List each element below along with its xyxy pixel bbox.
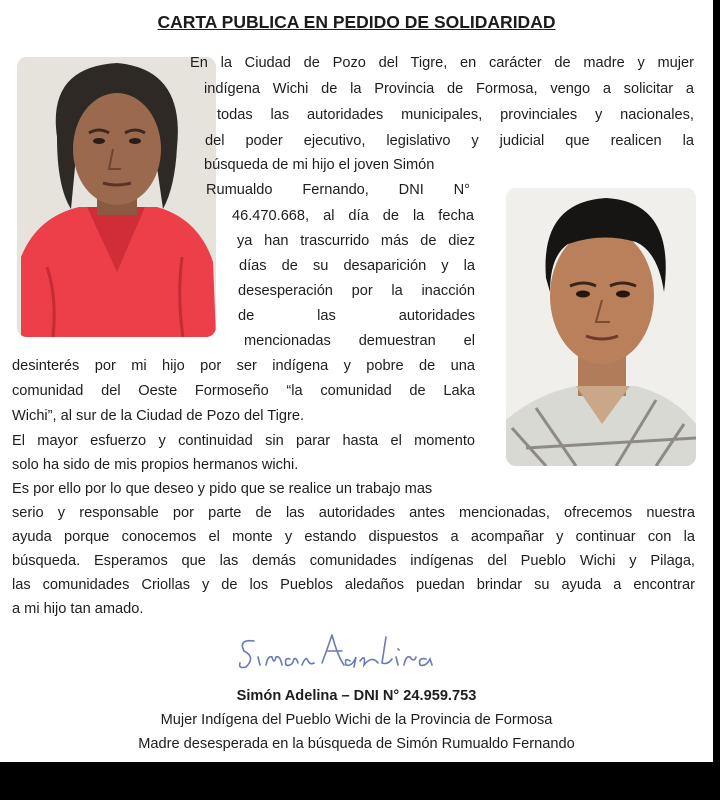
body-line: todas las autoridades municipales, provinciales y nacionales, (217, 107, 694, 123)
body-line: búsqueda de mi hijo el joven Simón (204, 157, 435, 173)
signer-name: Simón Adelina – DNI N° 24.959.753 (236, 688, 477, 704)
body-line: Rumualdo Fernando, DNI N° (206, 182, 470, 198)
body-line: desesperación por la inacción (238, 283, 475, 299)
mother-photo (17, 57, 216, 337)
body-line: El mayor esfuerzo y continuidad sin parar hasta el momento (12, 433, 475, 449)
body-line: las comunidades Criollas y de los Pueblos aledaños puedan brindar su ayuda a encontrar (12, 577, 695, 593)
signer-description: Madre desesperada en la búsqueda de Simón Rumualdo Fernando (138, 736, 575, 752)
body-line: del poder ejecutivo, legislativo y judicial que realicen la (205, 133, 694, 149)
body-line: 46.470.668, al día de la fecha (232, 208, 474, 224)
body-line: ya han trascurrido más de diez (237, 233, 475, 249)
body-line: serio y responsable por parte de las autoridades antes mencionadas, ofrecemos nuestra (12, 505, 695, 521)
body-line: días de su desaparición y la (239, 258, 475, 274)
body-line: solo ha sido de mis propios hermanos wichi. (12, 457, 299, 473)
body-line: mencionadas demuestran el (244, 333, 475, 349)
body-line: búsqueda. Esperamos que las demás comunidades indígenas del Pueblo Wichi y Pilaga, (12, 553, 695, 569)
signer-role: Mujer Indígena del Pueblo Wichi de la Provincia de Formosa (160, 712, 553, 728)
letter-title: CARTA PUBLICA EN PEDIDO DE SOLIDARIDAD (157, 12, 556, 32)
handwritten-signature (232, 627, 442, 680)
body-line: comunidad del Oeste Formoseño “la comunidad de Laka (12, 383, 475, 399)
body-line: En la Ciudad de Pozo del Tigre, en carácter de madre y mujer (190, 55, 694, 71)
body-line: desinterés por mi hijo por ser indígena y pobre de una (12, 358, 475, 374)
body-line: indígena Wichi de la Provincia de Formosa, vengo a solicitar a (204, 81, 694, 97)
body-line: a mi hijo tan amado. (12, 601, 144, 617)
son-photo (506, 188, 696, 466)
body-line: de las autoridades (238, 308, 475, 324)
body-line: Es por ello por lo que deseo y pido que se realice un trabajo mas (12, 481, 433, 497)
body-line: ayuda porque conocemos el monte y estando dispuestos a acompañar y continuar con la (12, 529, 695, 545)
body-line: Wichi”, al sur de la Ciudad de Pozo del Tigre. (12, 408, 305, 424)
